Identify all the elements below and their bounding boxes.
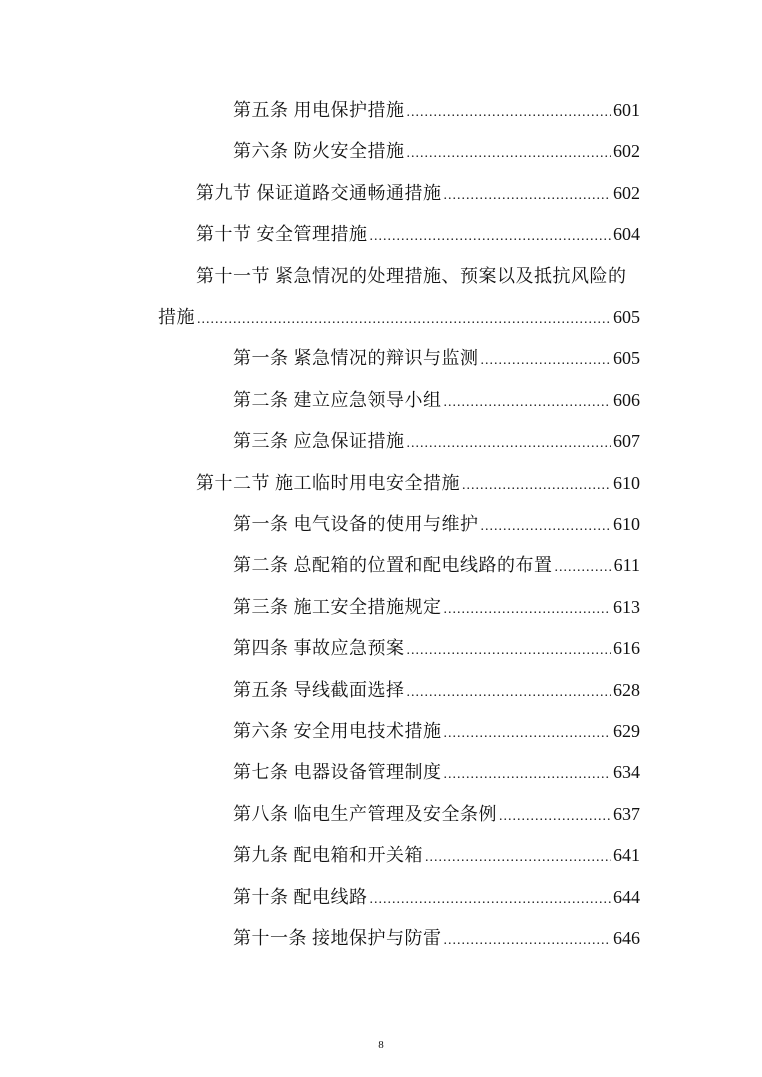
toc-entry-title: 第一条 电气设备的使用与维护	[233, 514, 479, 534]
dot-leader	[370, 888, 612, 912]
toc-entry-page: 644	[613, 886, 640, 907]
dot-leader	[197, 308, 611, 332]
toc-entry-page: 628	[613, 679, 640, 700]
toc-entry-page: 637	[613, 803, 640, 824]
toc-entry-page: 601	[613, 100, 640, 120]
toc-entry-page: 605	[613, 307, 640, 327]
toc-entry[interactable]	[196, 471, 640, 495]
toc-entry[interactable]	[233, 678, 640, 702]
toc-entry-title: 第九条 配电箱和开关箱	[233, 845, 423, 866]
toc-entry[interactable]	[233, 98, 640, 122]
toc-entry-title: 第十节 安全管理措施	[196, 224, 368, 245]
dot-leader	[444, 184, 612, 208]
toc-entry-title: 第二条 总配箱的位置和配电线路的布置	[233, 555, 553, 576]
toc-entry-title: 第六条 防火安全措施	[233, 141, 405, 162]
toc-entry-title: 第三条 施工安全措施规定	[233, 596, 442, 617]
toc-entry-page: 610	[613, 514, 640, 534]
toc-entry-page: 641	[613, 845, 640, 866]
page-number: 8	[378, 1039, 384, 1051]
toc-entry-page: 610	[613, 472, 640, 493]
dot-leader	[407, 639, 612, 663]
toc-entry[interactable]	[233, 802, 640, 826]
toc-entry-title: 第十条 配电线路	[233, 886, 368, 907]
toc-entry-page: 616	[613, 638, 640, 659]
toc-entry[interactable]	[233, 595, 640, 619]
dot-leader	[407, 681, 612, 705]
toc-entry-page: 604	[613, 224, 640, 245]
dot-leader	[555, 556, 612, 580]
toc-entry-page: 605	[613, 348, 640, 369]
toc-entry-title: 第十二节 施工临时用电安全措施	[196, 472, 460, 493]
toc-entry-page: 602	[613, 182, 640, 203]
toc-entry-title: 第五条 导线截面选择	[233, 679, 405, 700]
dot-leader	[444, 722, 612, 746]
toc-entry-title: 第四条 事故应急预案	[233, 638, 405, 659]
dot-leader	[370, 225, 612, 249]
toc-entry-title: 措施	[158, 307, 195, 327]
toc-entry[interactable]	[233, 636, 640, 660]
toc-entry[interactable]	[233, 760, 640, 784]
toc-entry[interactable]	[233, 388, 640, 412]
toc-entry-title: 第十一节 紧急情况的处理措施、预案以及抵抗风险的	[196, 265, 627, 286]
dot-leader	[499, 805, 611, 829]
toc-entry-title: 第七条 电器设备管理制度	[233, 762, 442, 783]
dot-leader	[444, 391, 612, 415]
dot-leader	[425, 846, 611, 870]
toc-entry[interactable]	[233, 553, 640, 577]
dot-leader	[481, 515, 612, 539]
toc-entry-page: 611	[613, 555, 640, 576]
toc-entry[interactable]	[233, 719, 640, 743]
toc-entry[interactable]	[233, 512, 640, 536]
dot-leader	[444, 763, 612, 787]
toc-entry-page: 646	[613, 928, 640, 948]
toc-entry-title: 第二条 建立应急领导小组	[233, 389, 442, 410]
toc-entry-page: 629	[613, 721, 640, 741]
toc-entry[interactable]	[196, 264, 640, 288]
toc-entry-page: 606	[613, 389, 640, 410]
toc-entry-page: 613	[613, 596, 640, 617]
dot-leader	[444, 929, 612, 953]
toc-entry[interactable]	[233, 926, 640, 950]
toc-entry-page: 634	[613, 762, 640, 783]
toc-entry[interactable]	[233, 429, 640, 453]
toc-entry-page: 602	[613, 141, 640, 162]
dot-leader	[407, 432, 612, 456]
toc-entry[interactable]	[233, 139, 640, 163]
toc-entry[interactable]	[233, 843, 640, 867]
toc-entry[interactable]	[158, 305, 640, 329]
toc-entry-page: 607	[613, 431, 640, 452]
dot-leader	[407, 101, 612, 125]
toc-entry-title: 第九节 保证道路交通畅通措施	[196, 182, 442, 203]
toc-entry-title: 第三条 应急保证措施	[233, 431, 405, 452]
toc-entry-title: 第十一条 接地保护与防雷	[233, 928, 442, 948]
toc-entry[interactable]	[233, 346, 640, 370]
toc-entry[interactable]	[196, 181, 640, 205]
dot-leader	[481, 349, 612, 373]
dot-leader	[462, 474, 611, 498]
toc-entry[interactable]	[196, 222, 640, 246]
toc-entry[interactable]	[233, 885, 640, 909]
dot-leader	[407, 142, 612, 166]
toc-entry-title: 第五条 用电保护措施	[233, 100, 405, 120]
toc-entry-title: 第一条 紧急情况的辩识与监测	[233, 348, 479, 369]
toc-entry-title: 第八条 临电生产管理及安全条例	[233, 803, 497, 824]
dot-leader	[444, 598, 612, 622]
toc-entry-title: 第六条 安全用电技术措施	[233, 721, 442, 741]
